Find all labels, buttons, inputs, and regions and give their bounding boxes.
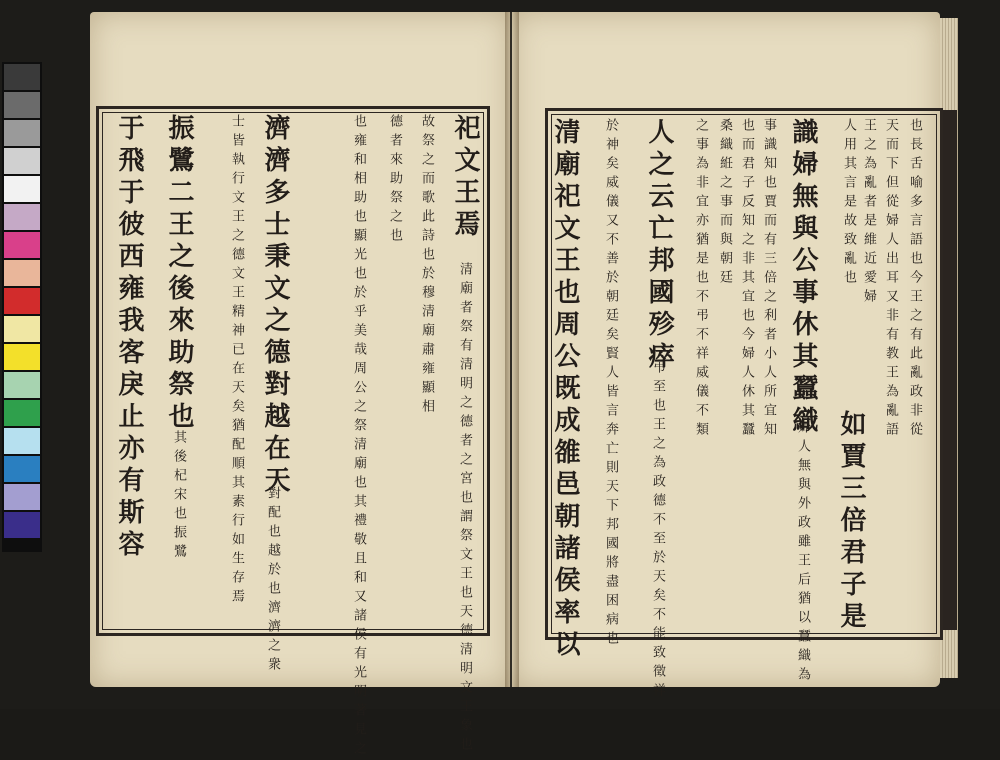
text-column: 王之為亂者是維近愛婦 xyxy=(861,118,876,308)
text-column: 祀文王焉 xyxy=(450,114,480,242)
color-patch xyxy=(4,428,40,454)
text-column: 也長舌喻多言語也今王之有此亂政非從 xyxy=(907,118,922,441)
commentary: 婦人無與外政雖王后猶以蠶織為 xyxy=(795,420,810,686)
text-column: 人用其言是故致亂也 xyxy=(841,118,856,289)
text-column: 清廟祀文王也周公既成雒邑朝諸侯率以 xyxy=(550,118,580,662)
color-patch xyxy=(4,316,40,342)
text-column: 振鷺二王之後來助祭也 xyxy=(164,114,194,434)
text-column: 桑織絍之事而與朝廷 xyxy=(717,118,732,289)
color-patch xyxy=(4,344,40,370)
commentary: 清廟者祭有清明之德者之宮也謂祭文王也天德清明文王象也 xyxy=(457,262,472,756)
text-column: 之事為非宜亦猶是也不弔不祥威儀不類 xyxy=(693,118,708,441)
fold-margin-band xyxy=(943,110,957,630)
text-column: 德者來助祭之也 xyxy=(387,114,402,247)
commentary: 弔至也王之為政德不至於天矣不能致徵祥 xyxy=(650,360,665,702)
color-patch xyxy=(4,64,40,90)
color-patch xyxy=(4,176,40,202)
color-patch xyxy=(4,204,40,230)
color-patch xyxy=(4,148,40,174)
text-column: 也雍和相助也顯光也於乎美哉周公之祭清廟也其禮敬且和又諸侯有光明著見之 xyxy=(351,114,366,760)
color-calibration-strip xyxy=(2,62,42,552)
color-patch xyxy=(4,400,40,426)
text-column: 于飛于彼西雍我客戾止亦有斯容 xyxy=(114,114,144,562)
text-column: 事識知也賈而有三倍之利者小人所宜知 xyxy=(761,118,776,441)
color-patch xyxy=(4,120,40,146)
color-patch xyxy=(4,372,40,398)
text-column: 如賈三倍君子是 xyxy=(836,410,866,634)
commentary: 對配也越於也濟濟之衆 xyxy=(265,486,280,676)
color-patch xyxy=(4,260,40,286)
color-patch xyxy=(4,92,40,118)
color-patch xyxy=(4,456,40,482)
text-column: 人之云亡邦國殄瘁 xyxy=(644,118,674,374)
text-column: 也而君子反知之非其宜也今婦人休其蠶 xyxy=(739,118,754,441)
commentary: 其後杞宋也振鷺 xyxy=(171,430,186,563)
text-column: 於神矣威儀又不善於朝廷矣賢人皆言奔亡則天下邦國將盡困病也 xyxy=(603,118,618,650)
text-column: 故祭之而歌此詩也於穆清廟肅雍顯相 xyxy=(419,114,434,418)
text-column: 天而下但從婦人出耳又非有教王為亂語 xyxy=(883,118,898,441)
text-column: 識婦無與公事休其蠶織 xyxy=(788,118,818,438)
color-patch xyxy=(4,512,40,538)
color-patch xyxy=(4,232,40,258)
book-spine xyxy=(505,12,519,687)
color-patch xyxy=(4,288,40,314)
text-column: 士皆執行文王之德文王精神已在天矣猶配順其素行如生存焉 xyxy=(229,114,244,608)
color-patch xyxy=(4,484,40,510)
text-column: 濟濟多士秉文之德對越在天 xyxy=(260,114,290,498)
